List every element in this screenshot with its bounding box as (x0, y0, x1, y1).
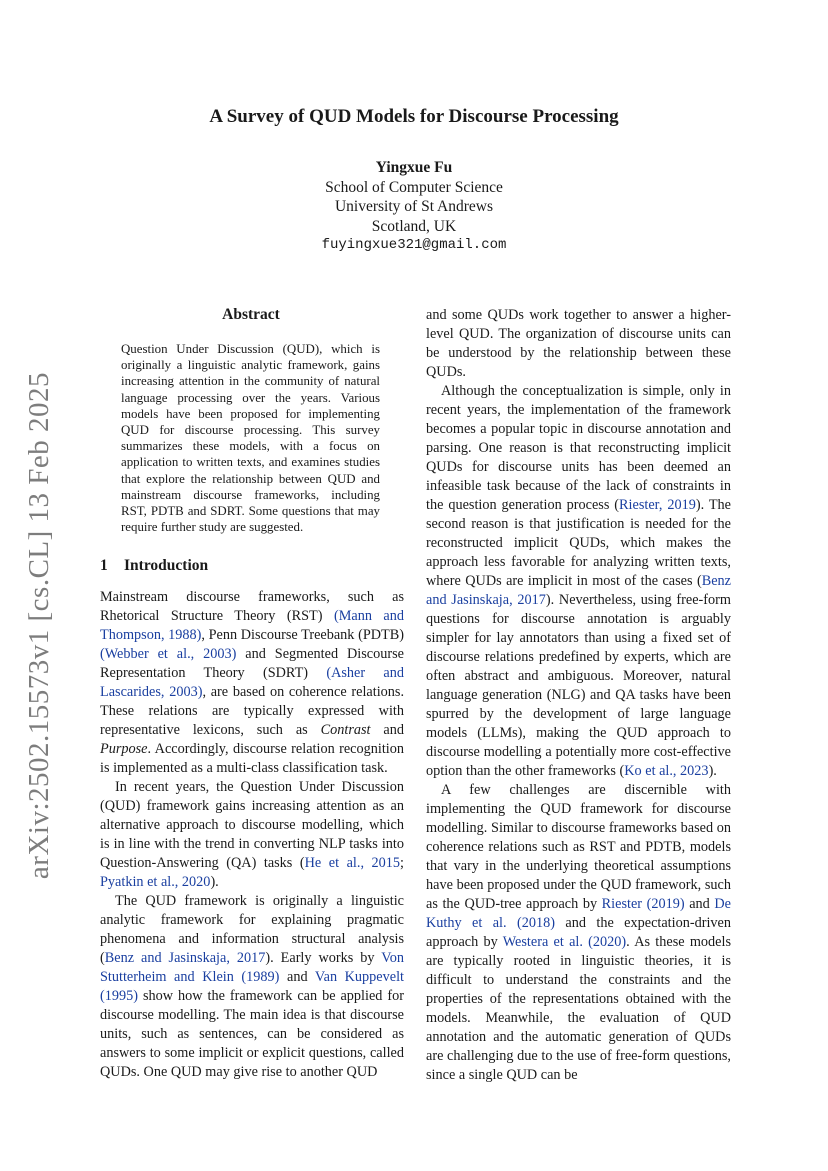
citation-link[interactable]: Benz and Jasinskaja, 2017 (104, 950, 266, 966)
affiliation-line: University of St Andrews (334, 198, 493, 215)
citation-link[interactable]: He et al., 2015 (304, 855, 401, 871)
affiliation-line: School of Computer Science (325, 178, 503, 196)
citation-link[interactable]: Riester (2019) (601, 896, 685, 912)
paragraph: Mainstream discourse frameworks, such as Rhetorical Structure Theory (RST) (Mann and Thompson, 1988), Penn Discourse Treebank (PDTB) (Webber et al., 2003) and Segmented Discourse Representation Theory (SDRT) (Asher and Lascarides, 2003), are based on coherence relations. These relations are typically expressed with representative lexicons, such as Contrast and Purpose. Accordingly, discourse relation recognition is implemented as a multi-class classification task. (100, 589, 405, 776)
citation-link[interactable]: (Mann and Thompson, 1988) (100, 608, 404, 643)
citation-link[interactable]: Westera et al. (2020) (502, 934, 627, 950)
citation-link[interactable]: Van Kuppevelt (1995) (100, 969, 404, 1004)
affiliation-line: Scotland, UK (371, 217, 457, 235)
citation-link[interactable]: (Webber et al., 2003) (100, 646, 237, 662)
citation-link[interactable]: De Kuthy et al. (2018) (426, 896, 732, 931)
citation-link[interactable]: Pyatkin et al., 2020 (100, 874, 211, 890)
emphasis: Purpose (100, 741, 148, 757)
paragraph: and some QUDs work together to answer a higher-level QUD. The organization of discourse units can be understood by the relationship between these QUDs. (426, 307, 731, 380)
section-number: 1 (100, 557, 108, 574)
abstract-text: Question Under Discussion (QUD), which is originally a linguistic analytic framework, gains increasing attention in the community of natural language processing over the years. Various models have been proposed for implementing QUD for discourse processing. This survey summarizes these models, with a focus on application to written texts, and examines studies that explore the relationship between QUD and mainstream discourse frameworks, including RST, PDTB and SDRT. Some questions that may require further study are suggested. (121, 342, 380, 535)
author-block (0, 158, 828, 256)
arxiv-identifier: arXiv:2502.15573v1 [cs.CL] 13 Feb 2025 (23, 371, 56, 879)
paragraph: Although the conceptualization is simple, only in recent years, the implementation of the framework becomes a popular topic in discourse annotation and parsing. One reason is that reconstructing implicit QUDs for discourse units has been deemed an infeasible task because of the lack of constraints in the question generation process (Riester, 2019). The second reason is that justification is needed for the reconstructed implicit QUDs, which makes the approach less favorable for analyzing written texts, where QUDs are implicit in most of the cases (Benz and Jasinskaja, 2017). Nevertheless, using free-form questions for discourse annotation is arguably simpler for lay annotators than using a fixed set of discourse relations predefined by experts, which are often abstract and ambiguous. Moreover, natural language generation (NLG) and QA tasks have been spurred by the development of large language models (LLMs), making the QUD approach to discourse modelling a potentially more cost-effective option than the other frameworks (Ko et al., 2023). (426, 383, 731, 779)
paragraph: A few challenges are discernible with implementing the QUD framework for discourse modelling. Similar to discourse frameworks based on coherence relations such as RST and PDTB, models that vary in the underlying theoretical assumptions have been proposed under the QUD framework, such as the QUD-tree approach by Riester (2019) and De Kuthy et al. (2018) and the expectation-driven approach by Westera et al. (2020). As these models are typically rooted in linguistic theories, it is difficult to understand the constraints and the properties of the representations obtained with the models. Meanwhile, the evaluation of QUD annotation and the automatic generation of QUDs are challenging due to the use of free-form questions, since a single QUD can be (426, 782, 732, 1083)
paragraph: The QUD framework is originally a linguistic analytic framework for explaining pragmatic phenomena and information structural analysis (Benz and Jasinskaja, 2017). Early works by Von Stutterheim and Klein (1989) and Van Kuppevelt (1995) show how the framework can be applied for discourse modelling. The main idea is that discourse units, such as sentences, can be considered as answers to some implicit or explicit questions, called QUDs. One QUD may give rise to another QUD (100, 893, 404, 1080)
section-title: Introduction (124, 557, 209, 574)
right-column (426, 306, 731, 1085)
citation-link[interactable]: (Asher and Lascarides, 2003) (100, 665, 404, 700)
section-heading (100, 557, 208, 575)
emphasis: Contrast (320, 722, 371, 738)
author-email[interactable]: fuyingxue321@gmail.com (321, 237, 507, 253)
citation-link[interactable]: Riester, 2019 (619, 497, 696, 513)
paragraph: In recent years, the Question Under Discussion (QUD) framework gains increasing attention as an alternative approach to discourse modelling, which is in line with the trend in converting NLP tasks into Question-Answering (QA) tasks (He et al., 2015; Pyatkin et al., 2020). (100, 779, 404, 890)
citation-link[interactable]: Von Stutterheim and Klein (1989) (100, 950, 404, 985)
abstract-heading: Abstract (222, 306, 280, 323)
left-column (100, 588, 404, 1082)
citation-link[interactable]: Ko et al., 2023 (624, 763, 709, 779)
paper-title: A Survey of QUD Models for Discourse Processing (209, 106, 619, 127)
arxiv-side-stamp (20, 370, 60, 880)
author-name: Yingxue Fu (375, 159, 453, 176)
citation-link[interactable]: Benz and Jasinskaja, 2017 (426, 573, 731, 608)
